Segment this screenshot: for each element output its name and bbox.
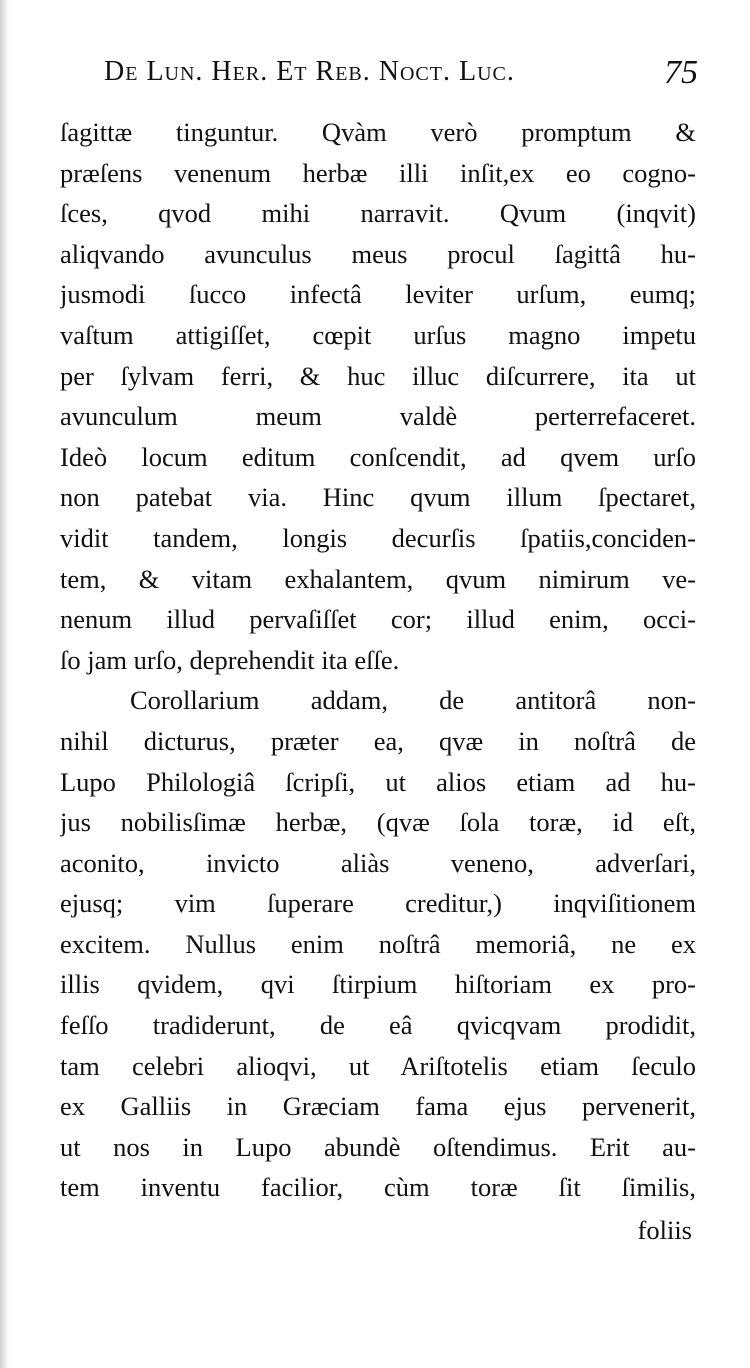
text-line: jus nobilisſimæ herbæ, (qvæ ſola toræ, id eſt, <box>60 807 696 838</box>
body-text <box>60 112 696 1251</box>
page-header <box>104 56 704 96</box>
text-line: jusmodi ſucco infectâ leviter urſum, eumq; <box>60 279 696 310</box>
text-line: Ideò locum editum conſcendit, ad qvem urſo <box>60 441 696 472</box>
text-line: avunculum meum valdè perterrefaceret. <box>60 401 696 432</box>
text-line: tem inventu facilior, cùm toræ ſit ſimilis, <box>60 1172 696 1203</box>
text-line: illis qvidem, qvi ſtirpium hiſtoriam ex pro- <box>60 969 696 1000</box>
running-head: De Lun. Her. Et Reb. Noct. Luc. <box>104 56 515 87</box>
text-line: feſſo tradiderunt, de eâ qvicqvam prodidit, <box>60 1010 696 1041</box>
text-line: Lupo Philologiâ ſcripſi, ut alios etiam ad hu- <box>60 766 696 797</box>
text-line: ut nos in Lupo abundè oſtendimus. Erit au- <box>60 1131 696 1162</box>
text-line-paragraph-end: ſo jam urſo, deprehendit ita eſſe. <box>60 644 400 675</box>
text-line: nenum illud pervaſiſſet cor; illud enim, occi- <box>60 604 696 635</box>
text-line: non patebat via. Hinc qvum illum ſpectaret, <box>60 482 696 513</box>
text-line: per ſylvam ferri, & huc illuc diſcurrere, ita ut <box>60 360 696 391</box>
page-gutter-shadow <box>0 0 10 1368</box>
text-line: ſces, qvod mihi narravit. Qvum (inqvit) <box>60 198 696 229</box>
text-line: ſagittæ tinguntur. Qvàm verò promptum & <box>60 117 696 147</box>
text-line: tam celebri alioqvi, ut Ariſtotelis etiam ſeculo <box>60 1050 696 1081</box>
text-line: excitem. Nullus enim noſtrâ memoriâ, ne ex <box>60 928 696 959</box>
text-line: tem, & vitam exhalantem, qvum nimirum ve- <box>60 563 696 594</box>
text-line: ex Galliis in Græciam fama ejus pervenerit, <box>60 1091 696 1122</box>
text-line: nihil dicturus, præter ea, qvæ in noſtrâ de <box>60 725 696 756</box>
text-line: vaſtum attigiſſet, cœpit urſus magno impetu <box>60 319 696 350</box>
text-line: præſens venenum herbæ illi inſit,ex eo cogno- <box>60 157 696 188</box>
catchword: foliis <box>637 1215 692 1246</box>
page-number: 75 <box>664 54 698 91</box>
text-line: aconito, invicto aliàs veneno, adverſari, <box>60 847 696 878</box>
text-line: aliqvando avunculus meus procul ſagittâ hu- <box>60 238 696 269</box>
text-line: vidit tandem, longis decurſis ſpatiis,conciden- <box>60 522 696 553</box>
text-line: ejusq; vim ſuperare creditur,) inqviſitionem <box>60 888 696 919</box>
text-line-paragraph-start: Corollarium addam, de antitorâ non- <box>130 685 696 716</box>
